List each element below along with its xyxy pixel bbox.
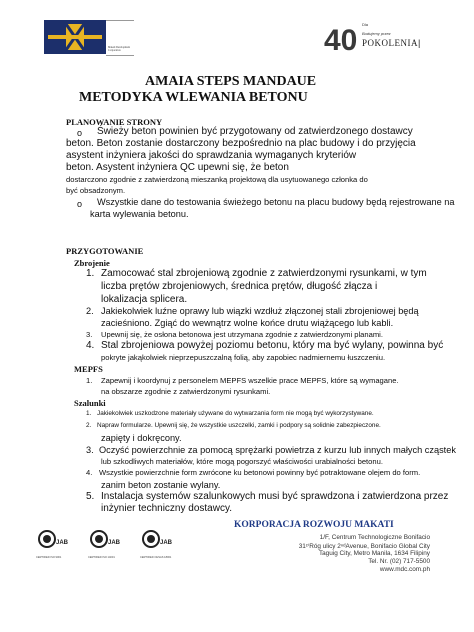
certification-label: CERTIFIED ISO 9001 [36, 556, 62, 559]
anniversary-divider: | [418, 38, 421, 48]
list-number: 4. [86, 340, 95, 351]
address-line: 31ᶜⁱRóg ulicy 2ⁿᵈAvenue, Bonifacio Global City [298, 543, 430, 550]
project-title: AMAIA STEPS MANDAUE [145, 74, 317, 89]
certification-logo [90, 527, 120, 555]
company-name: KORPORACJA ROZWOJU MAKATI [234, 520, 394, 530]
list-number: 1. [86, 268, 95, 279]
list-item-line: Jakiekolwiek luźne oprawy lub wiązki wzdłuż złączonej stali zbrojeniowej będą [101, 306, 419, 316]
shield-logo-icon [44, 20, 106, 54]
anniversary-number: 40 [324, 24, 358, 54]
anniversary-logo [324, 22, 360, 54]
planning-text-line: asystent inżyniera jakości do sprawdzania wymaganych kryteriów [66, 150, 357, 161]
list-item-line: Jakiekolwiek uszkodzone materiały używane do wytwarzania form nie mogą być wykorzystywane. [97, 410, 374, 417]
list-number: 4. [86, 468, 93, 477]
bullet-icon: o [77, 199, 83, 209]
anniversary-small-text: Dla [362, 22, 369, 27]
list-item-line: inżynier techniczny dostawcy. [101, 503, 232, 514]
subheading-rebar: Zbrojenie [74, 258, 110, 268]
cert-badge: JAB [108, 540, 120, 546]
list-item-line: Wszystkie powierzchnie form zwrócone ku betonowi powinny być potraktowane olejem do form. [99, 468, 421, 477]
anniversary-text: POKOLENIA [362, 38, 418, 48]
certification-label: CERTIFIED ISO 14001 [88, 556, 115, 559]
bullet-icon: o [77, 128, 83, 138]
planning-small-line: dostarczono zgodnie z zatwierdzoną mieszanką projektową dla usytuowanego członka do [66, 175, 368, 184]
document-title: METODYKA WLEWANIA BETONU [79, 90, 308, 105]
list-item-line: Instalacja systemów szalunkowych musi być sprawdzona i zatwierdzona przez [101, 491, 449, 502]
list-item-line: zanim beton zostanie wylany. [101, 480, 221, 490]
list-item-line: Zamocować stal zbrojeniową zgodnie z zatwierdzonymi rysunkami, w tym [101, 268, 427, 279]
cert-badge: JAB [160, 540, 172, 546]
planning-text-line: Świeży beton powinien być przygotowany od zatwierdzonego dostawcy [97, 126, 413, 137]
section-heading-preparation: PRZYGOTOWANIE [66, 246, 144, 256]
list-item-line: pokryte jakąkolwiek nieprzepuszczalną folią, aby zapobiec nadmiernemu łuszczeniu. [101, 353, 386, 362]
logo-caption: Makati Development Corporation [108, 46, 130, 52]
list-number: 2. [86, 306, 94, 316]
list-item-line: Stal zbrojeniowa powyżej poziomu betonu, który ma być wylany, powinna być [101, 340, 444, 351]
address-line: Taguig City, Metro Manila, 1634 Filipiny [318, 550, 430, 557]
subheading-formwork: Szalunki [74, 398, 106, 408]
address-line: 1/F, Centrum Technologiczne Bonifacio [319, 534, 430, 541]
certification-label: CERTIFIED OHSAS 18001 [140, 556, 172, 559]
list-item-line: zapięty i dokręcony. [101, 433, 182, 443]
list-number: 5. [86, 491, 95, 502]
website-link[interactable]: www.mdc.com.ph [379, 566, 430, 573]
planning-text-line: beton. Asystent inżyniera QC upewni się, że beton [66, 162, 289, 173]
cert-badge: JAB [56, 540, 68, 546]
list-item-line: Oczyść powierzchnie za pomocą sprężarki powietrza z kurzu lub innych małych cząstek [99, 445, 456, 455]
certification-logo [142, 527, 172, 555]
planning-text-line: karta wylewania betonu. [90, 209, 189, 219]
subheading-mepfs: MEPFS [74, 364, 103, 374]
list-item-line: Upewnij się, że osłona betonowa jest utrzymana zgodnie z zatwierdzonymi planami. [101, 330, 383, 339]
list-item-line: Zapewnij i koordynuj z personelem MEPFS wszelkie prace MEPFS, które są wymagane. [101, 376, 399, 385]
list-number: 3. [86, 445, 94, 455]
certification-logo [38, 527, 68, 555]
list-item-line: Napraw formularze. Upewnij się, że wszystkie uszczelki, zamki i podpory są solidnie zabezpieczone. [97, 422, 381, 429]
company-logo [44, 20, 106, 54]
list-number: 1. [86, 410, 92, 417]
cert-seal-icon [38, 527, 68, 555]
list-item-line: na obszarze zgodnie z zatwierdzonymi rysunkami. [101, 387, 271, 396]
planning-text-line: Wszystkie dane do testowania świeżego betonu na placu budowy będą rejestrowane na [97, 197, 455, 207]
planning-text-line: beton. Beton zostanie dostarczony bezpośrednio na plac budowy i do przyjęcia [66, 138, 416, 149]
list-item-line: lub szkodliwych materiałów, które mogą pogorszyć właściwości urabialności betonu. [101, 457, 383, 466]
list-item-line: liczba prętów zbrojeniowych, średnica prętów, długość złącza i [101, 281, 378, 292]
cert-seal-icon [142, 527, 172, 555]
forty-years-icon [324, 22, 360, 54]
cert-seal-icon [90, 527, 120, 555]
anniversary-small-text-2: Budujemy przez [362, 31, 391, 36]
section-heading-planning: PLANOWANIE STRONY [66, 117, 163, 127]
planning-small-line: być obsadzonym. [66, 186, 126, 195]
list-number: 1. [86, 376, 93, 385]
phone-number: Tel. Nr. (02) 717-5500 [368, 558, 430, 565]
list-item-line: zacieśniono. Zgiąć do wewnątrz wolne końce drutu wiążącego lub kabli. [101, 318, 394, 328]
list-number: 2. [86, 422, 92, 429]
list-number: 3. [86, 330, 93, 339]
list-item-line: lokalizacja splicera. [101, 294, 188, 305]
